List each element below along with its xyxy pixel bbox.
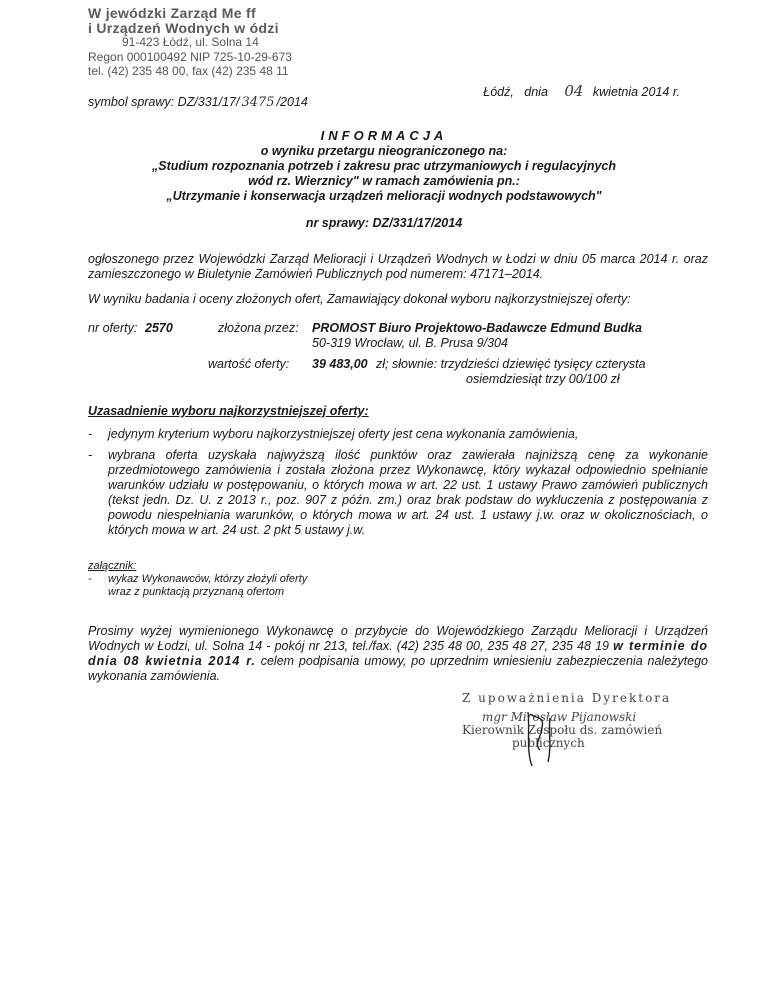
attachment-dash: - xyxy=(88,573,92,585)
justification-section xyxy=(88,404,708,544)
stamp-line-1: W jewódzki Zarząd Me ff xyxy=(88,5,256,21)
justification-list xyxy=(88,427,708,538)
offer-address: 50-319 Wrocław, ul. B. Prusa 9/304 xyxy=(312,336,508,350)
attachment-label: załącznik: xyxy=(88,560,137,572)
justification-item: - jedynym kryterium wyboru najkorzystniejszej oferty jest cena wykonania zamówienia, xyxy=(88,427,708,442)
case-number: nr sprawy: DZ/331/17/2014 xyxy=(305,216,463,230)
handwritten-signature xyxy=(520,710,580,770)
offer-by-label: złożona przez: xyxy=(218,321,299,335)
case-symbol-handwritten: 3475 xyxy=(241,95,275,110)
institution-stamp xyxy=(88,6,348,79)
signature-line-3: Kierownik Zespołu ds. zamówień xyxy=(462,723,663,737)
case-symbol xyxy=(88,95,308,110)
justification-item: - wybrana oferta uzyskała najwyższą ilość punktów oraz zawierała najniższą cenę za wykonanie przedmiotowego zamówienia i została złożona przez Wykonawcę, który wykazał odpowiednio spełnianie warunków udziału w postępowaniu, o których mowa w art. 22 ust. 1 ustawy Prawo zamówień publicznych (tekst jedn. Dz. U. z 2013 r., poz. 907 z późn. zm.) oraz brak podstaw do wykluczenia z postępowania z powodu niespełniania warunków, o których mowa w art. 24 ust. 1 ustawy j.w. oraz w okolicznościach, o których mowa w art. 24 ust. 2 pkt 5 ustawy j.w. xyxy=(88,448,708,538)
stamp-line-3: 91-423 Łódź, ul. Solna 14 xyxy=(122,35,259,49)
title-line-1: o wyniku przetargu nieograniczonego na: xyxy=(260,144,508,158)
result-paragraph: W wyniku badania i oceny złożonych ofert, Zamawiający dokonał wyboru najkorzystniejszej oferty: xyxy=(88,292,631,306)
signature-line-2: mgr Mirosław Pijanowski xyxy=(482,710,637,724)
case-symbol-prefix: DZ/331/17/ xyxy=(177,95,240,109)
request-paragraph xyxy=(88,624,708,684)
date-rest: kwietnia 2014 r. xyxy=(592,85,680,99)
dnia-word: dnia xyxy=(524,85,548,99)
stamp-line-4: Regon 000100492 NIP 725-10-29-673 xyxy=(88,49,292,64)
handwritten-day: 04 xyxy=(564,82,584,100)
title-block xyxy=(88,128,680,231)
city: Łódź, xyxy=(483,85,514,99)
stamp-line-5: tel. (42) 235 48 00, fax (42) 235 48 11 xyxy=(88,64,289,78)
offer-value-amount: 39 483,00 xyxy=(312,357,368,371)
offer-company: PROMOST Biuro Projektowo-Badawcze Edmund Budka xyxy=(312,321,642,335)
document-heading: INFORMACJA xyxy=(320,128,448,143)
offer-details xyxy=(88,321,708,386)
signature-line-4: publicznych xyxy=(512,736,585,750)
title-line-2: „Studium rozpoznania potrzeb i zakresu prac utrzymaniowych i regulacyjnych xyxy=(152,159,616,173)
offer-nr-value: 2570 xyxy=(145,321,173,335)
attachment-line-2: wraz z punktacją przyznaną ofertom xyxy=(108,586,285,598)
request-deadline: w terminie do dnia 08 kwietnia 2014 r. xyxy=(88,639,708,668)
case-symbol-label: symbol sprawy: xyxy=(88,95,175,109)
offer-value-words: zł; słownie: trzydzieści dziewięć tysięcy czterysta xyxy=(376,357,646,371)
stamp-line-2: i Urządzeń Wodnych w ódzi xyxy=(88,19,279,36)
offer-nr-label: nr oferty: xyxy=(88,321,138,335)
title-line-4: „Utrzymanie i konserwacja urządzeń melioracji wodnych podstawowych" xyxy=(166,189,602,203)
attachment-line-1: wykaz Wykonawców, którzy złożyli oferty xyxy=(108,573,308,585)
justification-heading: Uzasadnienie wyboru najkorzystniejszej oferty: xyxy=(88,404,369,418)
offer-value-label: wartość oferty: xyxy=(208,357,290,371)
intro-paragraph: ogłoszonego przez Wojewódzki Zarząd Melioracji i Urządzeń Wodnych w Łodzi w dniu 05 marca 2014 r. oraz zamieszczonego w Biuletynie Zamówień Publicznych pod numerem: 47171–2014. xyxy=(88,252,708,281)
title-line-3: wód rz. Wierznicy" w ramach zamówienia pn.: xyxy=(248,174,520,188)
request-text-2: celem podpisania umowy, po uprzednim wniesieniu zabezpieczenia należytego wykonania zamówienia. xyxy=(88,654,708,683)
signature-line-1: Z upoważnienia Dyrektora xyxy=(462,691,672,705)
request-text-1: Prosimy wyżej wymienionego Wykonawcę o przybycie do Wojewódzkiego Zarządu Melioracji i Urządzeń Wodnych w Łodzi, ul. Solna 14 - pokój nr 213, tel./fax. (42) 235 48 00, 235 48 27, 235 48 19 xyxy=(88,624,708,653)
offer-value-words-2: osiemdziesiąt trzy 00/100 zł xyxy=(466,372,620,386)
place-date xyxy=(483,82,680,100)
attachment-section xyxy=(88,560,708,599)
case-symbol-suffix: /2014 xyxy=(276,95,308,109)
